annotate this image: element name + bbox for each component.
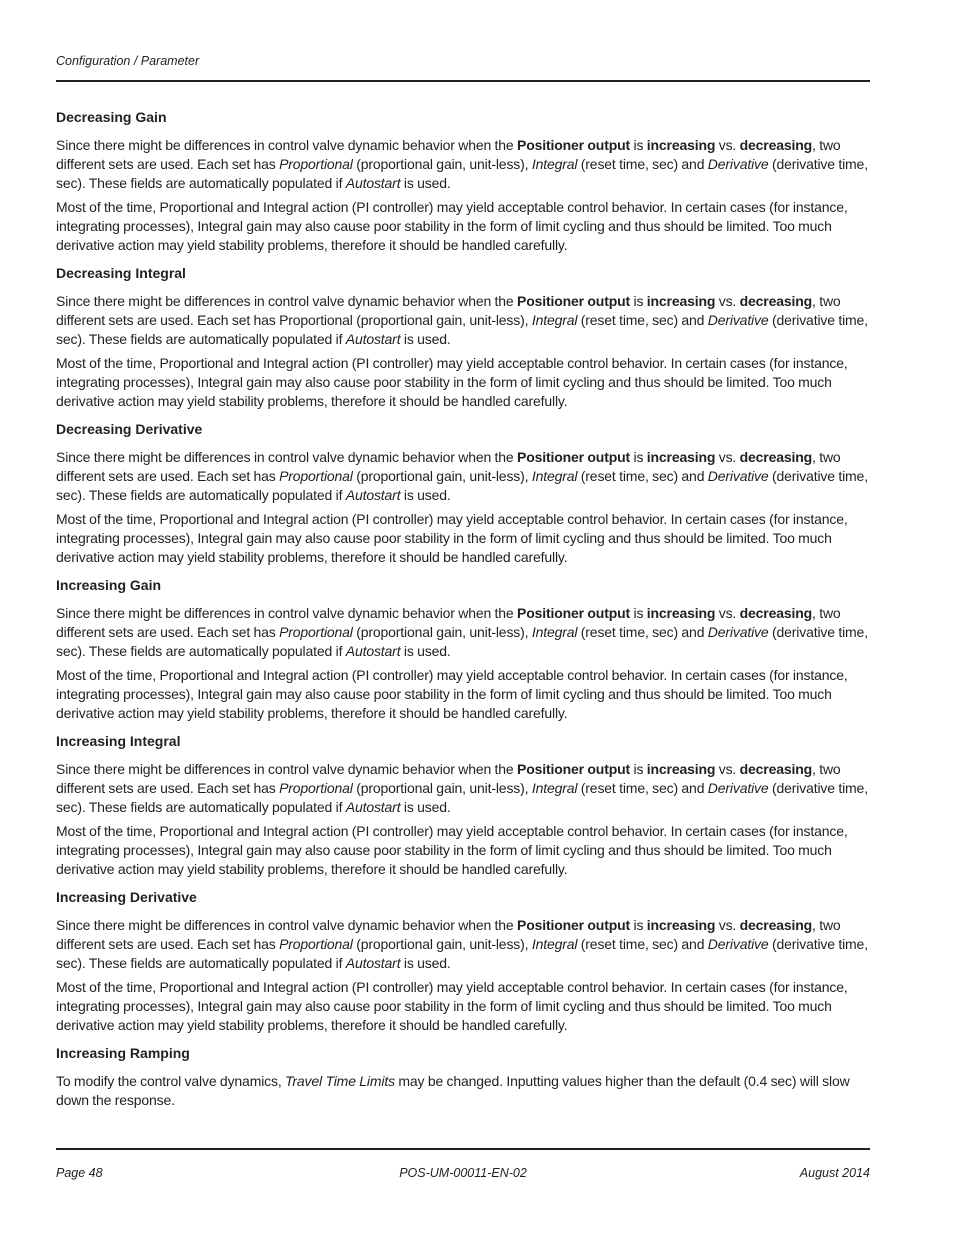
italic-text: Proportional (279, 780, 353, 796)
page-number: Page 48 (56, 1166, 103, 1180)
paragraph: Most of the time, Proportional and Integral action (PI controller) may yield acceptable control behavior. In certain cases (for instance, integrating processes), Integral gain may also cause poor stability in the form of limit cycling and thus should be limited. Too much derivative action may yield stability problems, therefore it should be handled carefully. (56, 199, 848, 253)
bold-text: Positioner output (517, 449, 631, 465)
paragraph (56, 760, 870, 817)
bold-text: decreasing (739, 605, 813, 621)
text: is used. (400, 799, 451, 815)
paragraph (56, 916, 870, 973)
text: (derivative time, sec). These fields are automatically populated if (56, 936, 868, 971)
text: (derivative time, sec). These fields are automatically populated if (56, 312, 868, 347)
italic-text: Derivative (707, 156, 769, 172)
text: (reset time, sec) and (577, 780, 708, 796)
text: , two different sets are used. Each set has (56, 761, 841, 796)
italic-text: Integral (531, 156, 578, 172)
section-increasing-integral (56, 732, 870, 879)
text: is used. (400, 643, 451, 659)
document-id: POS-UM-00011-EN-02 (399, 1166, 527, 1180)
text: (derivative time, sec). These fields are automatically populated if (56, 780, 868, 815)
bold-text: Positioner output (517, 605, 631, 621)
bold-text: increasing (646, 605, 716, 621)
section-heading: Increasing Derivative (56, 889, 197, 905)
text: (derivative time, sec). These fields are automatically populated if (56, 624, 868, 659)
text: (reset time, sec) and (577, 312, 708, 328)
text: is (630, 761, 647, 777)
paragraph: Most of the time, Proportional and Integral action (PI controller) may yield acceptable control behavior. In certain cases (for instance, integrating processes), Integral gain may also cause poor stability in the form of limit cycling and thus should be limited. Too much derivative action may yield stability problems, therefore it should be handled carefully. (56, 355, 848, 409)
paragraph (56, 136, 870, 193)
italic-text: Integral (531, 780, 578, 796)
section-heading: Increasing Ramping (56, 1045, 190, 1061)
paragraph: Most of the time, Proportional and Integral action (PI controller) may yield acceptable control behavior. In certain cases (for instance, integrating processes), Integral gain may also cause poor stability in the form of limit cycling and thus should be limited. Too much derivative action may yield stability problems, therefore it should be handled carefully. (56, 667, 848, 721)
text: (derivative time, sec). These fields are automatically populated if (56, 156, 868, 191)
text: is used. (400, 175, 451, 191)
text: vs. (715, 137, 740, 153)
section-decreasing-integral (56, 264, 870, 411)
section-heading: Decreasing Derivative (56, 421, 203, 437)
bold-text: increasing (646, 137, 716, 153)
bold-text: increasing (646, 917, 716, 933)
text: is (630, 137, 647, 153)
text: Since there might be differences in control valve dynamic behavior when the (56, 293, 518, 309)
paragraph (56, 604, 870, 661)
bold-text: decreasing (739, 761, 813, 777)
italic-text: Autostart (345, 331, 401, 347)
text: Since there might be differences in control valve dynamic behavior when the (56, 761, 518, 777)
bold-text: Positioner output (517, 761, 631, 777)
text: is used. (400, 487, 451, 503)
italic-text: Autostart (345, 799, 401, 815)
page-content (56, 108, 870, 1119)
italic-text: Derivative (707, 936, 769, 952)
publication-date: August 2014 (799, 1166, 870, 1180)
text: Since there might be differences in control valve dynamic behavior when the (56, 449, 518, 465)
italic-text: Proportional (279, 936, 353, 952)
section-decreasing-derivative (56, 420, 870, 567)
text: , two different sets are used. Each set has (56, 605, 841, 640)
text: may be changed. Inputting values higher than the default (0.4 sec) will slow down the response. (56, 1073, 850, 1108)
italic-text: Autostart (345, 643, 401, 659)
italic-text: Integral (531, 624, 578, 640)
section-increasing-derivative (56, 888, 870, 1035)
text: is (630, 293, 647, 309)
bold-text: decreasing (739, 137, 813, 153)
text: (derivative time, sec). These fields are automatically populated if (56, 468, 868, 503)
text: is (630, 449, 647, 465)
section-heading: Increasing Gain (56, 577, 162, 593)
bold-text: increasing (646, 293, 716, 309)
text: is (630, 605, 647, 621)
italic-text: Derivative (707, 780, 769, 796)
text: vs. (715, 293, 740, 309)
text: vs. (715, 761, 740, 777)
text: vs. (715, 449, 740, 465)
text: vs. (715, 917, 740, 933)
italic-text: Integral (531, 468, 578, 484)
section-increasing-gain (56, 576, 870, 723)
text: (reset time, sec) and (577, 624, 708, 640)
text: (reset time, sec) and (577, 936, 708, 952)
section-decreasing-gain (56, 108, 870, 255)
running-head: Configuration / Parameter (56, 54, 200, 68)
section-heading: Increasing Integral (56, 733, 181, 749)
paragraph (56, 292, 870, 349)
bold-text: increasing (646, 449, 716, 465)
text: , two different sets are used. Each set has (56, 917, 841, 952)
paragraph (56, 1072, 870, 1110)
text: (proportional gain, unit-less), (352, 468, 532, 484)
text: (reset time, sec) and (577, 468, 708, 484)
text: , two different sets are used. Each set has (56, 449, 841, 484)
italic-text: Autostart (345, 955, 401, 971)
italic-text: Travel Time Limits (285, 1073, 395, 1089)
italic-text: Integral (531, 936, 578, 952)
text: is (630, 917, 647, 933)
bold-text: decreasing (739, 449, 813, 465)
paragraph: Most of the time, Proportional and Integral action (PI controller) may yield acceptable control behavior. In certain cases (for instance, integrating processes), Integral gain may also cause poor stability in the form of limit cycling and thus should be limited. Too much derivative action may yield stability problems, therefore it should be handled carefully. (56, 979, 848, 1033)
bold-text: Positioner output (517, 917, 631, 933)
text: vs. (715, 605, 740, 621)
bold-text: Positioner output (517, 137, 631, 153)
section-increasing-ramping (56, 1044, 870, 1110)
text: , two different sets are used. Each set has Proportional (proportional gain, unit-less), (56, 293, 841, 328)
text: (reset time, sec) and (577, 156, 708, 172)
text: is used. (400, 331, 451, 347)
paragraph (56, 448, 870, 505)
text: Since there might be differences in control valve dynamic behavior when the (56, 137, 518, 153)
footer-rule (56, 1148, 870, 1150)
text: (proportional gain, unit-less), (352, 936, 532, 952)
paragraph: Most of the time, Proportional and Integral action (PI controller) may yield acceptable control behavior. In certain cases (for instance, integrating processes), Integral gain may also cause poor stability in the form of limit cycling and thus should be limited. Too much derivative action may yield stability problems, therefore it should be handled carefully. (56, 511, 848, 565)
text: , two different sets are used. Each set has (56, 137, 841, 172)
section-heading: Decreasing Gain (56, 109, 167, 125)
section-heading: Decreasing Integral (56, 265, 186, 281)
italic-text: Autostart (345, 175, 401, 191)
italic-text: Autostart (345, 487, 401, 503)
italic-text: Derivative (707, 468, 769, 484)
text: (proportional gain, unit-less), (352, 156, 532, 172)
italic-text: Proportional (279, 468, 353, 484)
bold-text: decreasing (739, 293, 813, 309)
header-rule (56, 80, 870, 82)
text: (proportional gain, unit-less), (352, 624, 532, 640)
bold-text: decreasing (739, 917, 813, 933)
text: (proportional gain, unit-less), (352, 780, 532, 796)
italic-text: Proportional (279, 156, 353, 172)
bold-text: Positioner output (517, 293, 631, 309)
italic-text: Derivative (707, 624, 769, 640)
italic-text: Integral (531, 312, 578, 328)
text: is used. (400, 955, 451, 971)
text: To modify the control valve dynamics, (56, 1073, 286, 1089)
paragraph: Most of the time, Proportional and Integral action (PI controller) may yield acceptable control behavior. In certain cases (for instance, integrating processes), Integral gain may also cause poor stability in the form of limit cycling and thus should be limited. Too much derivative action may yield stability problems, therefore it should be handled carefully. (56, 823, 848, 877)
text: Since there might be differences in control valve dynamic behavior when the (56, 917, 518, 933)
italic-text: Proportional (279, 624, 353, 640)
text: Since there might be differences in control valve dynamic behavior when the (56, 605, 518, 621)
bold-text: increasing (646, 761, 716, 777)
italic-text: Derivative (707, 312, 769, 328)
